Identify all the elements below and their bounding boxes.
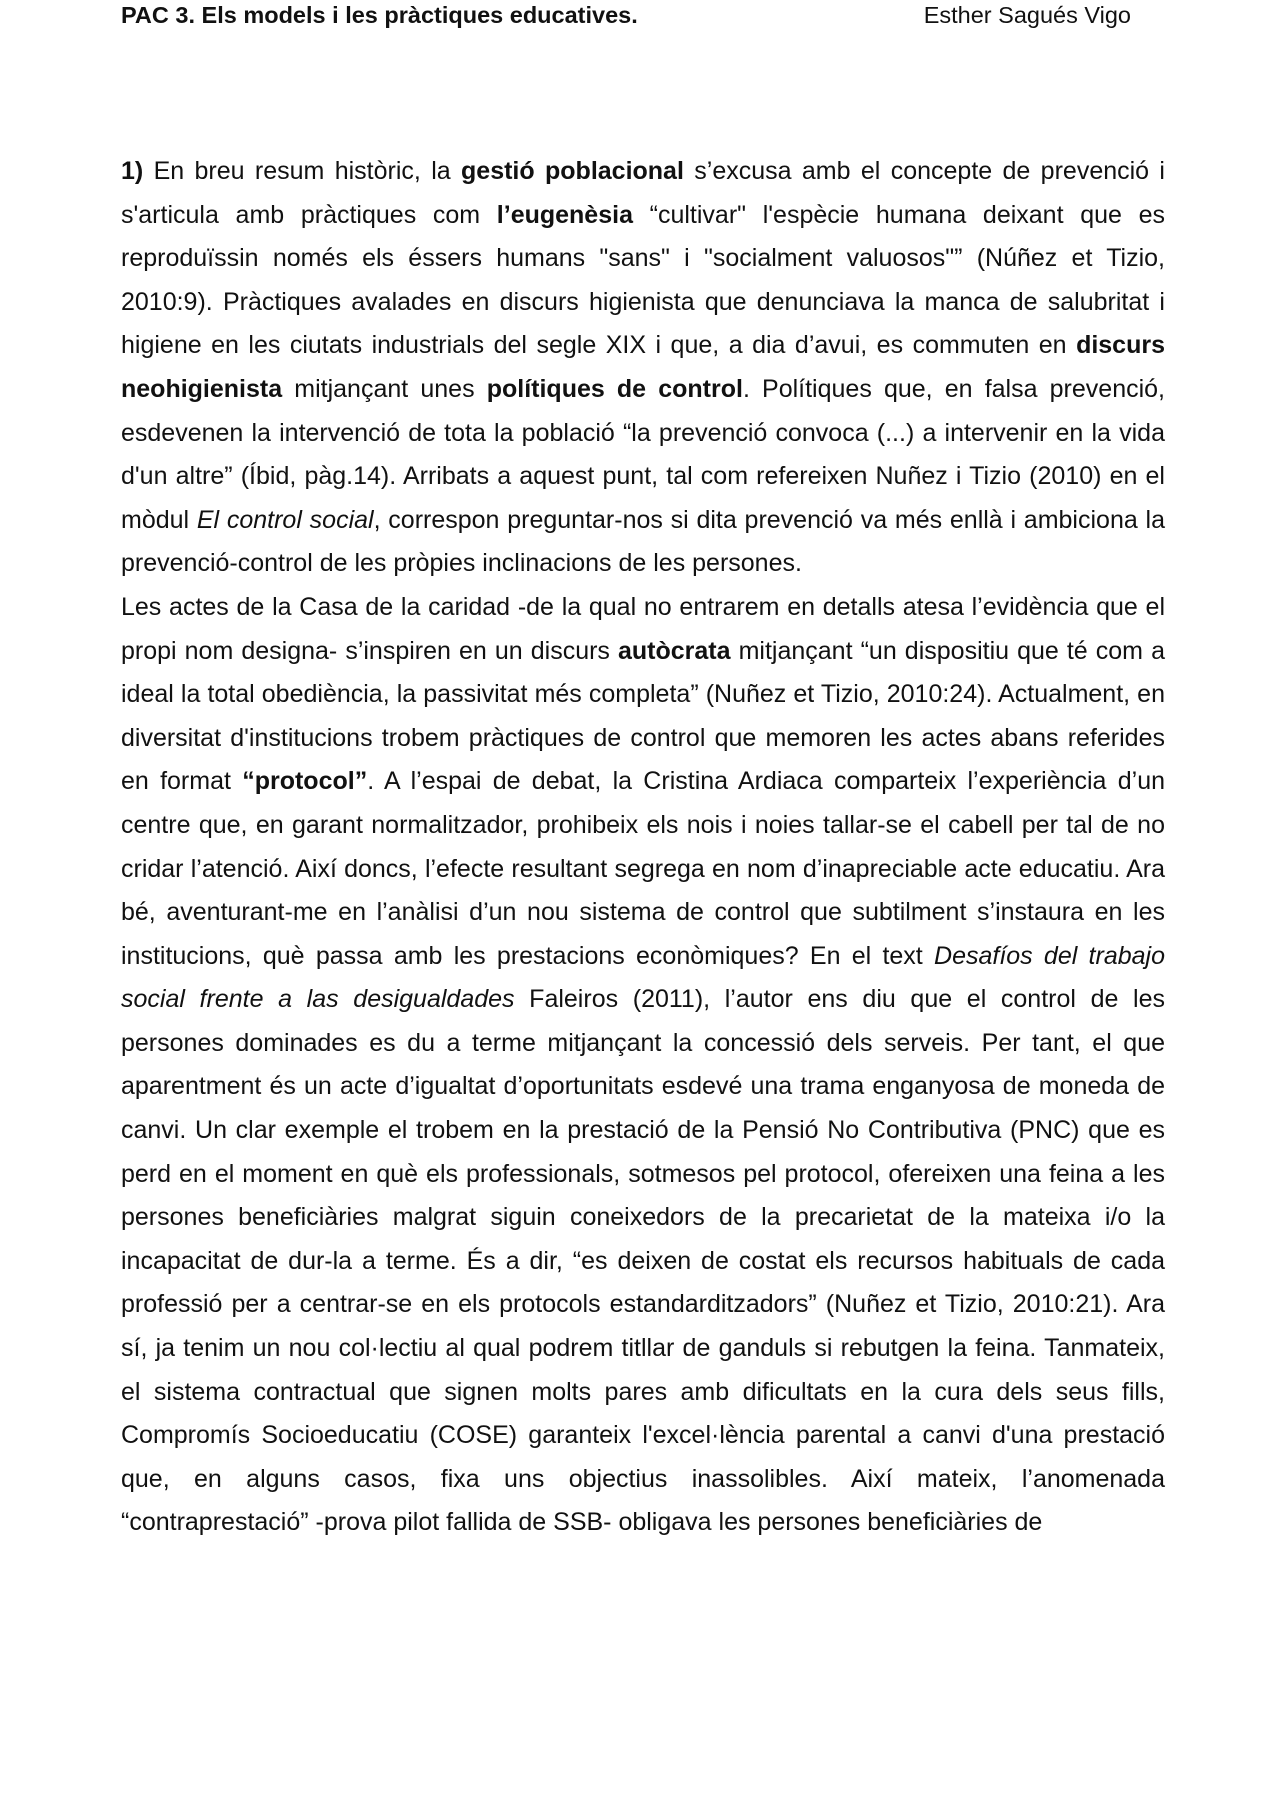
text-run: mitjançant “un dispositiu que té com a ideal la total obediència, la passivitat més completa” (Nuñez et Tizio, 2010:24). Actualment, en diversitat d'institucions trobem pràctiques de control que memoren les actes abans referides en format xyxy=(121,636,1165,796)
bold-text: autòcrata xyxy=(617,636,731,665)
italic-text: Desafíos del trabajo social frente a las desigualdades xyxy=(121,941,1165,1014)
bold-text: l’eugenèsia xyxy=(496,200,633,229)
paragraph xyxy=(121,150,1165,586)
page-header xyxy=(121,0,1131,30)
bold-text: polítiques de control xyxy=(486,374,743,403)
text-run: . A l’espai de debat, la Cristina Ardiaca comparteix l’experiència d’un centre que, en garant normalitzador, prohibeix els nois i noies tallar-se el cabell per tal de no cridar l’atenció. Així doncs, l’efecte resultant segrega en nom d’inapreciable acte educatiu. Ara bé, aventurant-me en l’anàlisi d’un nou sistema de control que subtilment s’instaura en les institucions, què passa amb les prestacions econòmiques? En el text xyxy=(121,767,1165,970)
document-title: PAC 3. Els models i les pràctiques educatives. xyxy=(121,2,638,28)
text-run: En breu resum històric, la xyxy=(143,157,462,185)
text-run: Faleiros (2011), l’autor ens diu que el control de les persones dominades es du a terme mitjançant la concessió dels serveis. Per tant, el que aparentment és un acte d’igualtat d’oportunitats esdevé una trama enganyosa de moneda de canvi. Un clar exemple el trobem en la prestació de la Pensió No Contributiva (PNC) que es perd en el moment en què els professionals, sotmesos pel protocol, ofereixen una feina a les persones beneficiàries malgrat siguin coneixedors de la precarietat de la mateixa i/o la incapacitat de dur-la a terme. És a dir, “es deixen de costat els recursos habituals de cada professió per a centrar-se en els protocols estandarditzadors” (Nuñez et Tizio, 2010:21). Ara sí, ja tenim un nou col·lectiu al qual podrem titllar de ganduls si rebutgen la feina. Tanmateix, el sistema contractual que signen molts pares amb dificultats en la cura dels seus fills, Compromís Socioeducatiu (COSE) garanteix l'excel·lència parental a canvi d'una prestació que, en alguns casos, fixa uns objectius inassolibles. Així mateix, l’anomenada “contraprestació” -prova pilot fallida de SSB- obligava les persones beneficiàries de xyxy=(121,985,1165,1537)
text-run: Les actes de la Casa de la caridad -de la qual no entrarem en detalls atesa l’evidència que el propi nom designa- s’inspiren en un discurs xyxy=(121,592,1165,665)
bold-text: gestió poblacional xyxy=(461,157,684,185)
text-run: , correspon preguntar-nos si dita prevenció va més enllà i ambiciona la prevenció-control de les pròpies inclinacions de les persones. xyxy=(121,505,1165,578)
italic-text: El control social xyxy=(196,505,374,534)
text-run: . Polítiques que, en falsa prevenció, esdevenen la intervenció de tota la població “la prevenció convoca (...) a intervenir en la vida d'un altre” (Íbid, pàg.14). Arribats a aquest punt, tal com refereixen Nuñez i Tizio (2010) en el mòdul xyxy=(121,374,1165,534)
text-run: s’excusa amb el concepte de prevenció i s'articula amb pràctiques com xyxy=(121,157,1165,229)
paragraph xyxy=(121,586,1165,1545)
bold-text: “protocol” xyxy=(242,767,368,796)
bold-text: 1) xyxy=(121,157,144,185)
bold-text: discurs neohigienista xyxy=(121,331,1165,403)
text-run: mitjançant unes xyxy=(282,374,487,403)
author-name: Esther Sagués Vigo xyxy=(923,2,1131,28)
document-body xyxy=(121,150,1165,1545)
text-run: “cultivar" l'espècie humana deixant que es reproduïssin només els éssers humans "sans" i "socialment valuosos"” (Núñez et Tizio, 2010:9). Pràctiques avalades en discurs higienista que denunciava la manca de salubritat i higiene en les ciutats industrials del segle XIX i que, a dia d’avui, es commuten en xyxy=(121,200,1165,360)
